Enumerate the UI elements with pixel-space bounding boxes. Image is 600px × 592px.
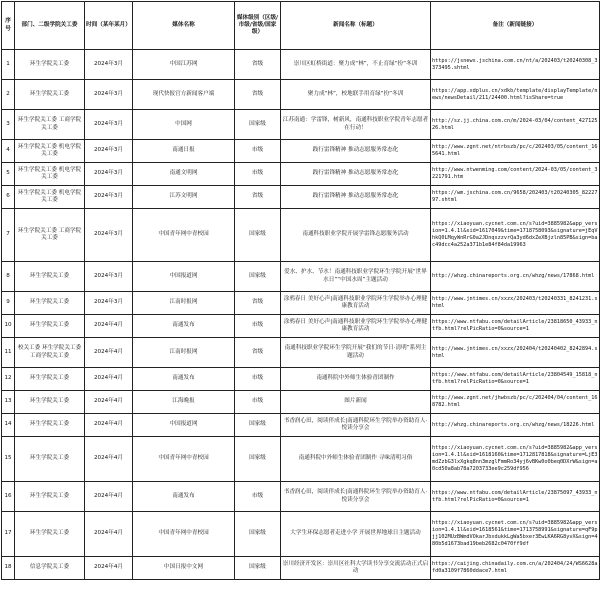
row-time: 2024年3月 — [85, 50, 133, 80]
row-media-name: 南通发布 — [133, 315, 235, 338]
row-news-title: 聚力成“林”，校地联手用育绿“扮”冬训 — [281, 80, 431, 110]
row-media-level: 国家级 — [235, 262, 281, 292]
row-media-name: 南通文明网 — [133, 163, 235, 186]
row-department: 环生学院关工委 — [15, 50, 85, 80]
row-department: 环生学院关工委 — [15, 315, 85, 338]
row-news-title: 涂鸦春日 美好心声|南通科技职业学院环生学院举办心理健康教育活动 — [281, 292, 431, 315]
row-time: 2024年3月 — [85, 262, 133, 292]
row-news-link[interactable]: http://www.zgnt.net/jhwbszb/pc/c/202404/04/content_168782.html — [431, 391, 600, 414]
row-news-link[interactable]: https://www.ntfabu.com/detailArticle/23818650_43933_ntfb.html?relPicRatio=0&source=1 — [431, 315, 600, 338]
row-department: 校关工委 环生学院关工委 工商学院关工委 — [15, 338, 85, 368]
row-department: 环生学院关工委 机电学院关工委 — [15, 163, 85, 186]
table-row — [2, 512, 600, 557]
row-news-link[interactable]: https://xiaoyuan.cycnet.com.cn/s?uid=3885982&app_version=1.4.1l&sid=1618561&time=1713758991&signature=qF9pjj102MUzBWmdVOkarJbxdukkLgWa5bxer3EwLKA6RG8yvX&sign=480b5d1673bad19beb2682c0470ff9df — [431, 512, 600, 557]
row-news-link[interactable]: http://whzg.chinareports.org.cn/whzg/news/17868.html — [431, 262, 600, 292]
row-news-title: 南通科院中外师生体验青团制作 寻味清明习俗 — [281, 437, 431, 482]
row-department: 环生学院关工委 机电学院关工委 — [15, 186, 85, 209]
row-index: 10 — [2, 315, 15, 338]
row-news-link[interactable]: https://caijing.chinadaily.com.cn/a/202404/24/WS6628afd0a3109f7860ddace7.html — [431, 557, 600, 580]
row-news-link[interactable]: http://www.ntwenming.com/content/2024-03/05/content_3221791.htm — [431, 163, 600, 186]
row-department: 环生学院关工委 — [15, 482, 85, 512]
header-media-name: 媒体名称 — [133, 2, 235, 50]
row-news-title: 涂鸦春日 美好心声|南通科技职业学院环生学院举办心理健康教育活动 — [281, 315, 431, 338]
row-time: 2024年3月 — [85, 80, 133, 110]
row-media-name: 中国网 — [133, 110, 235, 140]
table-row — [2, 482, 600, 512]
row-department: 环生学院关工委 — [15, 368, 85, 391]
row-time: 2024年3月 — [85, 110, 133, 140]
row-time: 2024年4月 — [85, 368, 133, 391]
row-news-title: 南通科院中外师生体验青团制作 — [281, 368, 431, 391]
row-media-name: 江苏文明网 — [133, 186, 235, 209]
table-row — [2, 110, 600, 140]
row-news-title: 大学生环保志愿者走进小学 开展世界地球日主题活动 — [281, 512, 431, 557]
row-time: 2024年3月 — [85, 186, 133, 209]
row-media-level: 市级 — [235, 368, 281, 391]
row-news-title: 南通科技职业学院环生学院开展“我们的节日·清明”系列主题活动 — [281, 338, 431, 368]
row-index: 2 — [2, 80, 15, 110]
row-department: 环生学院关工委 工商学院关工委 — [15, 110, 85, 140]
header-media-level: 媒体级别（区级/市级/省级/国家级） — [235, 2, 281, 50]
row-media-name: 江海晚报 — [133, 391, 235, 414]
row-index: 12 — [2, 368, 15, 391]
row-time: 2024年4月 — [85, 557, 133, 580]
row-media-name: 中国青年网中青校园 — [133, 512, 235, 557]
row-news-title: 崇川经济开发区：崇川区社科大学读书分享交流活动正式启动 — [281, 557, 431, 580]
row-news-title: 践行雷锋精神 推动志愿服务常态化 — [281, 163, 431, 186]
table-row — [2, 80, 600, 110]
row-department: 环生学院关工委 — [15, 80, 85, 110]
table-row — [2, 262, 600, 292]
row-time: 2024年4月 — [85, 338, 133, 368]
row-time: 2024年4月 — [85, 512, 133, 557]
row-news-link[interactable]: https://www.ntfabu.com/detailArticle/23875097_43933_ntfb.html?relPicRatio=0&source=1 — [431, 482, 600, 512]
table-header-row — [2, 2, 600, 50]
row-media-name: 中国报道网 — [133, 414, 235, 437]
row-media-name: 中国报道网 — [133, 262, 235, 292]
row-news-link[interactable]: https://www.ntfabu.com/detailArticle/23804549_15818_ntfb.html?relPicRatio=0&source=1 — [431, 368, 600, 391]
row-index: 11 — [2, 338, 15, 368]
row-media-level: 国家级 — [235, 209, 281, 262]
row-media-level: 国家级 — [235, 110, 281, 140]
row-media-level: 市级 — [235, 315, 281, 338]
row-index: 9 — [2, 292, 15, 315]
table-row — [2, 414, 600, 437]
row-media-name: 江南时报网 — [133, 292, 235, 315]
row-time: 2024年4月 — [85, 391, 133, 414]
row-department: 环生学院关工委 — [15, 414, 85, 437]
row-time: 2024年3月 — [85, 163, 133, 186]
row-media-level: 国家级 — [235, 437, 281, 482]
row-media-name: 中国日报中文网 — [133, 557, 235, 580]
header-index: 序号 — [2, 2, 15, 50]
row-news-title: 南通科技职业学院开展学雷锋志愿服务活动 — [281, 209, 431, 262]
header-department: 部门、二级学院关工委 — [15, 2, 85, 50]
row-index: 13 — [2, 391, 15, 414]
row-department: 环生学院关工委 — [15, 262, 85, 292]
row-index: 6 — [2, 186, 15, 209]
row-department: 环生学院关工委 工商学院关工委 — [15, 209, 85, 262]
row-news-link[interactable]: http://whzg.chinareports.org.cn/whzg/news/18226.html — [431, 414, 600, 437]
row-media-name: 南通发布 — [133, 368, 235, 391]
row-department: 信息学院关工委 — [15, 557, 85, 580]
row-index: 18 — [2, 557, 15, 580]
row-department: 环生学院关工委 — [15, 512, 85, 557]
header-news-title: 新闻名称（标题） — [281, 2, 431, 50]
row-media-level: 市级 — [235, 163, 281, 186]
row-media-level: 省级 — [235, 50, 281, 80]
row-index: 14 — [2, 414, 15, 437]
table-row — [2, 557, 600, 580]
row-time: 2024年4月 — [85, 414, 133, 437]
row-media-level: 国家级 — [235, 557, 281, 580]
row-time: 2024年3月 — [85, 209, 133, 262]
row-news-link[interactable]: http://www.jntimes.cn/xxzx/202404/t20240402_8242894.shtml — [431, 338, 600, 368]
row-media-level: 省级 — [235, 338, 281, 368]
row-time: 2024年3月 — [85, 140, 133, 163]
table-row — [2, 50, 600, 80]
row-media-level: 省级 — [235, 186, 281, 209]
table-row — [2, 315, 600, 338]
row-index: 4 — [2, 140, 15, 163]
row-media-level: 省级 — [235, 292, 281, 315]
row-media-name: 中国青年网中青校园 — [133, 437, 235, 482]
row-news-title: 书香润心田，阅读伴成长|南通科院环生学院举办资助育人·悦读分享会 — [281, 482, 431, 512]
row-department: 环生学院关工委 — [15, 437, 85, 482]
row-time: 2024年3月 — [85, 292, 133, 315]
row-news-link[interactable]: https://wm.jschina.com.cn/9658/202403/t20240305_8222797.shtml — [431, 186, 600, 209]
row-media-level: 市级 — [235, 391, 281, 414]
row-media-name: 中国江苏网 — [133, 50, 235, 80]
row-news-link[interactable]: https://xiaoyuan.cycnet.com.cn/s?uid=3885982&app_version=1.4.1l&sid=1618160&time=1712817818&signature=LjE3mdZzbG3lxXgkq8nn3mzglFmmRo34yj6vBKw0o0beq0DXrW&sign=a0cd50a8ab78a7203733ee9c259df956 — [431, 437, 600, 482]
row-time: 2024年4月 — [85, 482, 133, 512]
row-news-title: 践行雷锋精神 推动志愿服务常态化 — [281, 140, 431, 163]
row-media-level: 市级 — [235, 482, 281, 512]
row-time: 2024年4月 — [85, 437, 133, 482]
table-row — [2, 209, 600, 262]
row-media-level: 国家级 — [235, 414, 281, 437]
row-news-link[interactable]: https://app.xdplus.cn/xdkb/template/displayTemplate/news/newsDetail/211/24400.html?isShare=true — [431, 80, 600, 110]
row-media-name: 南通日报 — [133, 140, 235, 163]
row-news-title: 爱水、护水、节水！南通科技职业学院环生学院开展“世界水日”“中国水周”主题活动 — [281, 262, 431, 292]
table-row — [2, 292, 600, 315]
row-news-title: 江苏南通：学雷锋，树新风，南通科技职业学院青年志愿者在行动！ — [281, 110, 431, 140]
row-news-link[interactable]: https://jsnews.jschina.com.cn/nt/a/202403/t20240308_3373495.shtml — [431, 50, 600, 80]
row-news-title: 书香润心田，阅读伴成长|南通科院环生学院举办资助育人·悦读分享会 — [281, 414, 431, 437]
row-index: 5 — [2, 163, 15, 186]
row-media-name: 现代快报官方新闻客户端 — [133, 80, 235, 110]
row-news-link[interactable]: http://www.jntimes.cn/xxzx/202403/t20240331_8241231.shtml — [431, 292, 600, 315]
table-row — [2, 163, 600, 186]
row-index: 1 — [2, 50, 15, 80]
row-media-level: 国家级 — [235, 512, 281, 557]
row-department: 环生学院关工委 — [15, 292, 85, 315]
row-index: 16 — [2, 482, 15, 512]
table-row — [2, 437, 600, 482]
row-media-level: 省级 — [235, 80, 281, 110]
row-media-name: 南通发布 — [133, 482, 235, 512]
row-index: 15 — [2, 437, 15, 482]
row-news-link[interactable]: http://sz.jj.china.com.cn/m/2024-03/04/content_42712526.html — [431, 110, 600, 140]
row-department: 环生学院关工委 机电学院关工委 — [15, 140, 85, 163]
table-row — [2, 140, 600, 163]
row-index: 17 — [2, 512, 15, 557]
row-news-title: 践行雷锋精神 推动志愿服务常态化 — [281, 186, 431, 209]
row-time: 2024年4月 — [85, 315, 133, 338]
row-news-title: 崇川区虹桥街道：聚力成“林”，不止育绿“扮”冬训 — [281, 50, 431, 80]
row-media-name: 江南时报网 — [133, 338, 235, 368]
table-row — [2, 186, 600, 209]
table-row — [2, 368, 600, 391]
row-index: 7 — [2, 209, 15, 262]
table-row — [2, 391, 600, 414]
row-department: 环生学院关工委 — [15, 391, 85, 414]
row-index: 3 — [2, 110, 15, 140]
row-news-link[interactable]: http://www.zgnt.net/ntrbszb/pc/c/202403/05/content_165641.html — [431, 140, 600, 163]
news-report-table — [1, 1, 600, 580]
row-media-level: 市级 — [235, 140, 281, 163]
table-row — [2, 338, 600, 368]
row-news-link[interactable]: https://xiaoyuan.cycnet.com.cn/s?uid=3885982&app_version=1.4.1l&sid=1617049&time=1718758093&signature=jEqVhkQ0LMqyWnRrG0a2JDnqszzvrQa3yd6dxZeXBjzln85PB&sign=bac49dcc4a252a371b1e84f84da19963 — [431, 209, 600, 262]
row-index: 8 — [2, 262, 15, 292]
row-media-name: 中国青年网中青校园 — [133, 209, 235, 262]
row-news-title: 图片新闻 — [281, 391, 431, 414]
header-time: 时间（某年某月） — [85, 2, 133, 50]
header-news-link: 备注（新闻链接） — [431, 2, 600, 50]
